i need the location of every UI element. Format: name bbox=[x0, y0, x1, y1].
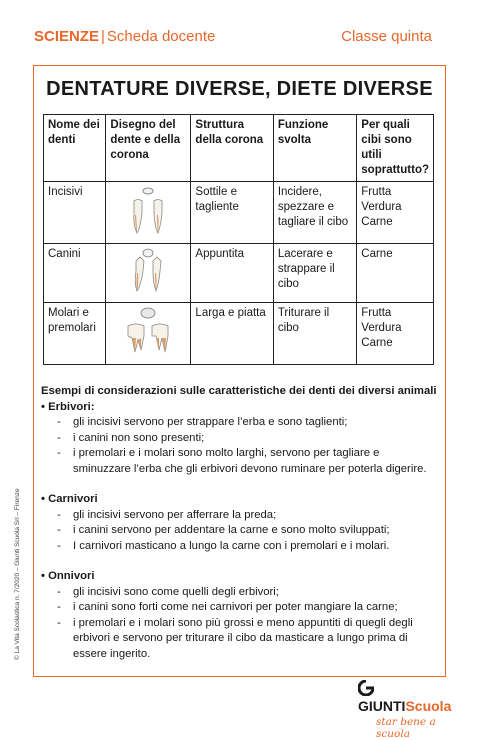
list-item: - I carnivori masticano a lungo la carne con i premolari e i molari. bbox=[41, 539, 437, 555]
publisher-logo bbox=[358, 679, 468, 740]
logo-brand-orange: Scuola bbox=[405, 697, 452, 714]
food-item: Carne bbox=[361, 248, 393, 260]
page-header bbox=[34, 28, 432, 48]
group-heading: • Carnivori bbox=[41, 493, 98, 505]
food-item: Carne bbox=[361, 337, 393, 349]
tooth-function: Incidere, spezzare e tagliare il cibo bbox=[273, 182, 356, 244]
tooth-function: Triturare il cibo bbox=[273, 303, 356, 365]
tooth-structure: Larga e piatta bbox=[191, 303, 273, 365]
table-row bbox=[44, 244, 434, 303]
tooth-foods bbox=[357, 303, 434, 365]
food-item: Carne bbox=[361, 216, 393, 228]
header-foods: Per quali cibi sono utili soprattutto? bbox=[357, 115, 434, 182]
group-omnivores bbox=[41, 569, 437, 662]
list-item: - i premolari e i molari sono più grossi e meno appuntiti di quegli degli erbivori e servono per triturare il cibo da masticare a lungo prima di essere ingerito. bbox=[41, 616, 437, 663]
tooth-foods bbox=[357, 244, 434, 303]
table-header-row bbox=[44, 115, 434, 182]
header-structure: Struttura della corona bbox=[191, 115, 273, 182]
tooth-drawing-cell bbox=[106, 303, 191, 365]
list-item: - i canini non sono presenti; bbox=[41, 431, 437, 447]
list-item: - i canini sono forti come nei carnivori per poter mangiare la carne; bbox=[41, 600, 437, 616]
teeth-table bbox=[43, 114, 434, 365]
food-item: Frutta bbox=[361, 186, 392, 198]
table-row bbox=[44, 303, 434, 365]
tooth-structure: Appuntita bbox=[191, 244, 273, 303]
molar-tooth-icon bbox=[110, 306, 186, 360]
header-function: Funzione svolta bbox=[273, 115, 356, 182]
food-item: Verdura bbox=[361, 322, 402, 334]
tooth-structure: Sottile e tagliente bbox=[191, 182, 273, 244]
tooth-function: Lacerare e strappare il cibo bbox=[273, 244, 356, 303]
tooth-drawing-cell bbox=[106, 244, 191, 303]
list-item: - gli incisivi servono per strappare l’erba e sono taglienti; bbox=[41, 415, 437, 431]
content-frame bbox=[33, 65, 446, 677]
list-item: - gli incisivi servono per afferrare la preda; bbox=[41, 508, 437, 524]
header-separator: | bbox=[101, 28, 105, 45]
tooth-name: Canini bbox=[44, 244, 106, 303]
logo-brand-black: GIUNTI bbox=[358, 697, 406, 714]
group-heading: • Erbivori: bbox=[41, 400, 95, 413]
list-item: - gli incisivi sono come quelli degli erbivori; bbox=[41, 585, 437, 601]
header-name: Nome dei denti bbox=[44, 115, 106, 182]
header-drawing: Disegno del dente e della corona bbox=[106, 115, 191, 182]
examples-section bbox=[41, 384, 437, 662]
group-herbivores bbox=[41, 400, 437, 478]
group-carnivores bbox=[41, 492, 437, 554]
incisor-tooth-icon bbox=[110, 185, 186, 237]
grade-label: Classe quinta bbox=[341, 28, 432, 45]
page-title: DENTATURE DIVERSE, DIETE DIVERSE bbox=[46, 78, 433, 100]
giunti-logo-icon bbox=[358, 680, 374, 696]
food-item: Frutta bbox=[361, 307, 392, 319]
group-heading: • Onnivori bbox=[41, 570, 95, 582]
tooth-foods bbox=[357, 182, 434, 244]
copyright-note: © La Vita Scolastica n. 7/2020 – Giunti Scuola Srl – Firenze bbox=[14, 488, 21, 660]
food-item: Verdura bbox=[361, 201, 402, 213]
doc-type-label: Scheda docente bbox=[106, 28, 216, 45]
canine-tooth-icon bbox=[110, 247, 186, 295]
logo-slogan: star bene a scuola bbox=[376, 716, 436, 740]
subject-label: SCIENZE bbox=[34, 28, 100, 45]
tooth-name: Incisivi bbox=[44, 182, 106, 244]
tooth-drawing-cell bbox=[106, 182, 191, 244]
examples-title: Esempi di considerazioni sulle caratteristiche dei denti dei diversi animali bbox=[41, 385, 437, 397]
tooth-name: Molari e premolari bbox=[44, 303, 106, 365]
list-item: - i canini servono per addentare la carne e sono molto sviluppati; bbox=[41, 523, 437, 539]
list-item: - i premolari e i molari sono molto larghi, servono per tagliare e sminuzzare l’erba che gli erbivori devono ruminare per poterla digerire. bbox=[41, 446, 437, 477]
table-row bbox=[44, 182, 434, 244]
